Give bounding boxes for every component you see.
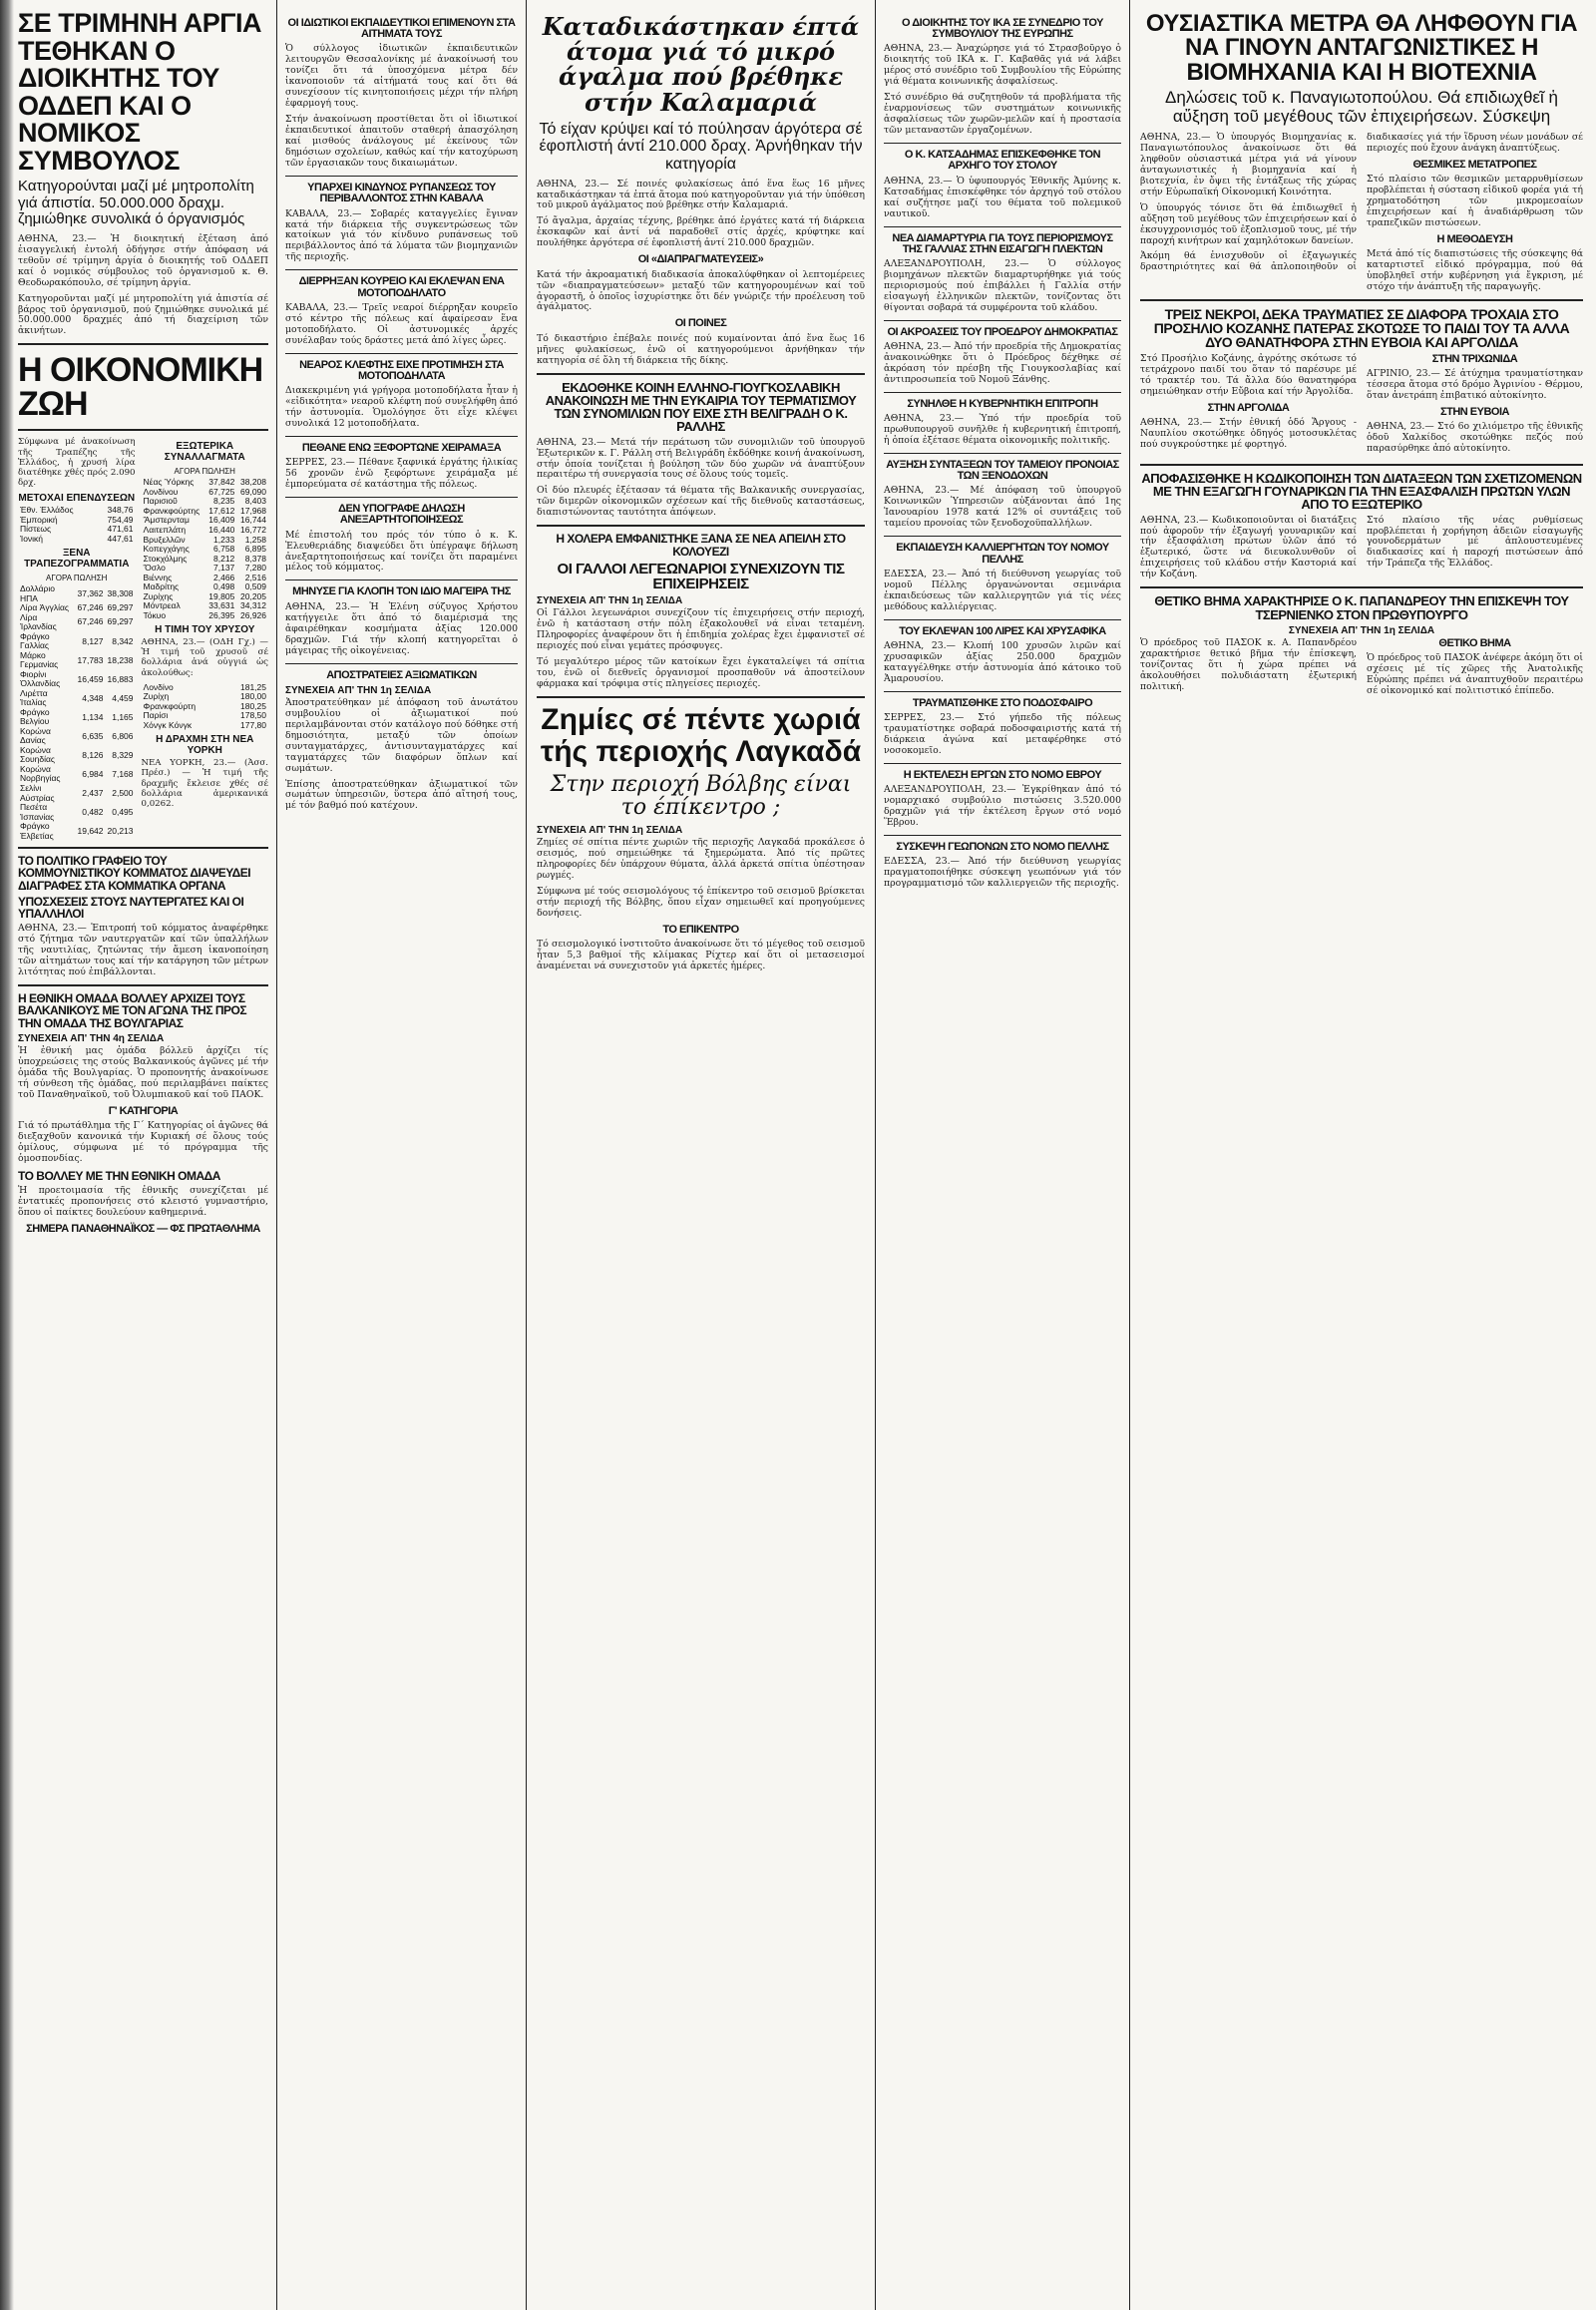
- article-text: Οἱ δύο πλευρές ἐξέτασαν τά θέματα τῆς Βαλκανικῆς συνεργασίας, τῶν διμερῶν οἰκονομικῶν σχέσεων καί τῆς διεθνοῦς καταστάσεως, διαπιστώνοντας ταυτότητα ἀπόψεων.: [537, 485, 865, 519]
- market-value: 2,516: [244, 572, 266, 582]
- market-label: Λίρα Ἰρλανδίας: [20, 611, 57, 632]
- market-label: Μόντρεαλ: [143, 600, 181, 611]
- market-label: Βιέννης: [143, 572, 173, 582]
- market-label: Μαδρίτης: [143, 581, 180, 592]
- market-value: 17,612: [208, 505, 235, 516]
- market-label: Κορώνα Σουηδίας: [20, 744, 55, 765]
- continuation-note: ΣΥΝΕΧΕΙΑ ΑΠ' ΤΗΝ 1η ΣΕΛΙΔΑ: [1288, 624, 1435, 636]
- page-binding-shadow: [0, 0, 14, 2310]
- article-text: ΣΕΡΡΕΣ, 23.— Πέθανε ξαφνικά ἐργάτης ἡλικίας 56 χρονῶν ἐνῶ ξεφόρτωνε χειράμαξα μέ ἐμπορεύματα σέ κατάστημα τῆς πόλεως.: [285, 457, 518, 491]
- section-label: ΣΤΗΝ ΤΡΙΧΩΝΙΔΑ: [1431, 352, 1518, 365]
- section-label: ΣΤΗΝ ΑΡΓΟΛΙΔΑ: [1207, 401, 1290, 414]
- headline-oddep: ΣΕ ΤΡΙΜΗΝΗ ΑΡΓΙΑ ΤΕΘΗΚΑΝ Ο ΔΙΟΙΚΗΤΗΣ ΤΟΥ ΟΔΔΕΠ ΚΑΙ Ο ΝΟΜΙΚΟΣ ΣΥΜΒΟΥΛΟΣ: [18, 8, 261, 176]
- article-text: Στό συνέδριο θά συζητηθοῦν τά προβλήματα τῆς ἐναρμονίσεως τῶν συστημάτων κοινωνικῆς ἀσφαλίσεως τῶν χωρῶν-μελῶν καί ἡ προστασία τῶν μεταναστῶν ἐργαζομένων.: [884, 92, 1121, 137]
- divider: [285, 269, 518, 270]
- article-text: ΑΘΗΝΑ, 23.— Σέ ποινές φυλακίσεως ἀπό ἕνα ἕως 16 μῆνες καταδικάστηκαν τά ἑπτά ἄτομα πού κατηγοροῦνταν γιά τήν ὑπόθεση τοῦ μικροῦ ἀγάλματος πού βρέθηκε στήν Καλαμαριά.: [537, 178, 865, 211]
- market-value: 1,134: [82, 711, 104, 722]
- market-value: 1,258: [244, 534, 266, 545]
- article-text: ΕΔΕΣΣΑ, 23.— Ἀπό τήν διεύθυνση γεωργίας πραγματοποιήθηκε σύσκεψη γεωπόνων γιά τόν προγραμματισμό τῶν καλλιεργειῶν τῆς περιοχῆς.: [884, 856, 1121, 890]
- divider: [18, 847, 268, 849]
- article-text: ΑΛΕΞΑΝΔΡΟΥΠΟΛΗ, 23.— Ἐγκρίθηκαν ἀπό τό νομαρχιακό συμβούλιο πιστώσεις 3.520.000 δραχμῶν γιά τήν ἐκτέλεση ἔργων στό νομό Ἕβρου.: [884, 784, 1121, 828]
- market-value: 20,213: [107, 825, 134, 836]
- divider: [884, 763, 1121, 764]
- market-row: [18, 651, 136, 670]
- market-table-exchange: [142, 478, 268, 620]
- market-label: Φράγκο Γαλλίας: [20, 630, 50, 651]
- divider: [285, 176, 518, 177]
- headline-pensions: ΑΥΞΗΣΗ ΣΥΝΤΑΞΕΩΝ ΤΟΥ ΤΑΜΕΙΟΥ ΠΡΟΝΟΙΑΣ ΤΩΝ ΞΕΝΟΔΟΧΩΝ: [886, 459, 1119, 483]
- headline-france-knitwear: ΝΕΑ ΔΙΑΜΑΡΤΥΡΙΑ ΓΙΑ ΤΟΥΣ ΠΕΡΙΟΡΙΣΜΟΥΣ ΤΗΣ ΓΑΛΛΙΑΣ ΣΤΗΝ ΕΙΣΑΓΩΓΗ ΠΛΕΚΤΩΝ: [892, 231, 1113, 255]
- market-value: 37,362: [77, 587, 104, 598]
- market-label: Ἰονική: [20, 533, 44, 544]
- section-label: ΘΕΤΙΚΟ ΒΗΜΑ: [1438, 636, 1511, 649]
- headline-ika: Ο ΔΙΟΙΚΗΤΗΣ ΤΟΥ ΙΚΑ ΣΕ ΣΥΝΕΔΡΙΟ ΤΟΥ ΣΥΜΒΟΥΛΙΟΥ ΤΗΣ ΕΥΡΩΠΗΣ: [902, 17, 1103, 41]
- divider: [1140, 464, 1583, 466]
- market-row: [18, 822, 136, 841]
- article-text: ΚΑΒΑΛΑ, 23.— Σοβαρές καταγγελίες ἔγιναν κατά τήν διάρκεια τῆς συγκεντρώσεως τῶν κατοίκων γιά τόν κίνδυνο ρυπάνσεως τοῦ περιβάλλοντος ἀπό τά λύματα τῶν βιομηχανιῶν τῆς περιοχῆς.: [285, 207, 518, 263]
- market-value: 8,378: [244, 553, 266, 564]
- column-2: [279, 0, 524, 2310]
- market-value: 181,25: [240, 681, 266, 692]
- subheadline-statue: Τό είχαν κρύψει καί τό πούλησαν άργότερα σέ έφοπλιστή άντί 210.000 δραχ. Ἀρνήθηκαν τήν κατηγορία: [539, 120, 863, 173]
- market-row: [18, 727, 136, 746]
- article-text: ΑΘΗΝΑ, 23.— Κλοπή 100 χρυσῶν λιρῶν καί χρυσαφικῶν ἀξίας 250.000 δραχμῶν καταγγέλθηκε στήν ἀστυνομία ἀπό κάτοικο τοῦ Ἀμαρουσίου.: [884, 639, 1121, 684]
- market-label: Φιορίνι Ὁλλανδίας: [20, 668, 61, 689]
- article-text: ΑΘΗΝΑ, 23.— Ἀναχώρησε γιά τό Στρασβοῦργο ὁ διοικητής τοῦ ΙΚΑ κ. Γ. Καβαθᾶς γιά νά λάβει μέρος στό συνέδριο τοῦ Συμβουλίου τῆς Εὐρώπης γιά θέματα κοινωνικῆς ἀσφαλίσεως.: [884, 43, 1121, 88]
- market-title: Η ΤΙΜΗ ΤΟΥ ΧΡΥΣΟΥ: [155, 624, 255, 636]
- market-label: Νέας Ὑόρκης: [143, 477, 195, 488]
- market-label: Τόκυο: [143, 609, 167, 620]
- divider: [884, 835, 1121, 836]
- market-value: 180,00: [240, 691, 266, 702]
- headline-kavala-pollution: ΥΠΑΡΧΕΙ ΚΙΝΔΥΝΟΣ ΡΥΠΑΝΣΕΩΣ ΤΟΥ ΠΕΡΙΒΑΛΛΟΝΤΟΣ ΣΤΗΝ ΚΑΒΑΛΑ: [307, 182, 496, 205]
- headline-officers-retire: ΑΠΟΣΤΡΑΤΕΙΕΣ ΑΞΙΩΜΑΤΙΚΩΝ: [326, 668, 477, 681]
- section-label: Γ' ΚΑΤΗΓΟΡΙΑ: [108, 1104, 179, 1117]
- market-value: 8,329: [112, 749, 134, 760]
- headline-volley: Η ΕΘΝΙΚΗ ΟΜΑΔΑ ΒΟΛΛΕΥ ΑΡΧΙΖΕΙ ΤΟΥΣ ΒΑΛΚΑΝΙΚΟΥΣ ΜΕ ΤΟΝ ΑΓΩΝΑ ΤΗΣ ΠΡΟΣ ΤΗΝ ΟΜΑΔΑ ΤΗΣ ΒΟΥΛΓΑΡΙΑΣ: [18, 991, 247, 1030]
- market-value: 0,495: [112, 806, 134, 817]
- market-value: 67,246: [77, 616, 104, 627]
- article-text: Ὁ σύλλογος ἰδιωτικῶν ἐκπαιδευτικῶν λειτουργῶν Θεσσαλονίκης μέ ἀνακοίνωσή του τονίζει ὅτι τά ὑποσχόμενα μέτρα δέν ἱκανοποιοῦν τά αἰτήματά τους καί ὅτι θά συνεχίσουν τίς κινητοποιήσεις μέχρι τήν πλήρη ἐφαρμογή τους.: [285, 43, 518, 110]
- headline-president-audiences: ΟΙ ΑΚΡΟΑΣΕΙΣ ΤΟΥ ΠΡΟΕΔΡΟΥ ΔΗΜΟΚΡΑΤΙΑΣ: [887, 325, 1118, 338]
- article-text: ΑΘΗΝΑ, 23.— Ἑπιτροπή τοῦ κόμματος ἀναφέρθηκε στό ζήτημα τῶν ναυτεργατῶν καί τῶν ὑπαλλήλων τῆς ναυτιλίας, ζητώντας τήν ἄμεση ἱκανοποίηση τῶν αἰτημάτων τους καί τήν κατάργηση τῶν μέτρων λιτότητας πού ἐπιβάλλονται.: [18, 923, 268, 978]
- market-value: 447,61: [107, 533, 134, 544]
- market-value: 8,212: [213, 553, 235, 564]
- headline-volley-national: ΤΟ ΒΟΛΛΕΥ ΜΕ ΤΗΝ ΕΘΝΙΚΗ ΟΜΑΔΑ: [18, 1168, 220, 1183]
- market-value: 2,437: [82, 787, 104, 798]
- continuation-note: ΣΥΝΕΧΕΙΑ ΑΠ' ΤΗΝ 1η ΣΕΛΙΔΑ: [537, 595, 683, 607]
- headline-kke: ΤΟ ΠΟΛΙΤΙΚΟ ΓΡΑΦΕΙΟ ΤΟΥ ΚΟΜΜΟΥΝΙΣΤΙΚΟΥ ΚΟΜΜΑΤΟΣ ΔΙΑΨΕΥΔΕΙ ΔΙΑΓΡΑΦΕΣ ΣΤΑ ΚΟΜΜΑΤΙΚΑ ΟΡΓΑΝΑ: [18, 854, 251, 893]
- market-value: 6,806: [112, 730, 134, 741]
- market-label: Ἄμστερνταμ: [143, 515, 190, 526]
- market-value: 33,631: [208, 600, 235, 611]
- market-value: 16,883: [107, 673, 134, 684]
- market-table-gold: [142, 683, 268, 731]
- article-text: ΑΘΗΝΑ, 23.— Κωδικοποιοῦνται οἱ διατάξεις πού ἀφοροῦν τήν ἐξαγωγή γουναρικῶν καί τήν ἐξασφάλιση πρώτων ὑλῶν ἀπό τό ἐξωτερικό, ὥστε νά διευκολυνθοῦν οἱ ἐπιχειρήσεις τοῦ κλάδου στήν Καστοριά καί τήν Κοζάνη.: [1140, 514, 1357, 580]
- article-text: Τό δικαστήριο ἐπέβαλε ποινές πού κυμαίνονται ἀπό ἕνα ἕως 16 μῆνες φυλακίσεως, ἐνῶ οἱ κατηγορούμενοι ἀρνήθηκαν τήν κατηγορία σέ ὅλη τή διάρκεια τῆς δίκης.: [537, 332, 865, 366]
- divider: [884, 691, 1121, 692]
- market-value: 69,297: [107, 616, 134, 627]
- market-value: 6,895: [244, 544, 266, 555]
- headline-cook-theft: ΜΗΝΥΣΕ ΓΙΑ ΚΛΟΠΗ ΤΟΝ ΙΔΙΟ ΜΑΓΕΙΡΑ ΤΗΣ: [292, 585, 511, 598]
- market-row: [142, 721, 268, 731]
- market-value: 17,968: [240, 505, 266, 516]
- article-text: ΑΘΗΝΑ, 23.— Μέ ἀπόφαση τοῦ ὑπουργοῦ Κοινωνικῶν Ὑπηρεσιῶν αὐξάνονται ἀπό 1ης Ἰανουαρίου 1978 κατά 12% οἱ συντάξεις τοῦ ταμείου προνοίας τῶν ξενοδοχοϋπαλλήλων.: [884, 485, 1121, 530]
- market-table-investments: [18, 506, 136, 544]
- headline-katsadimas: Ο Κ. ΚΑΤΣΑΔΗΜΑΣ ΕΠΙΣΚΕΦΘΗΚΕ ΤΟΝ ΑΡΧΗΓΟ ΤΟΥ ΣΤΟΛΟΥ: [904, 149, 1101, 173]
- market-row: [18, 708, 136, 727]
- market-label: Πίστεως: [20, 524, 52, 535]
- headline-furs: ΑΠΟΦΑΣΙΣΘΗΚΕ Η ΚΩΔΙΚΟΠΟΙΗΣΗ ΤΩΝ ΔΙΑΤΑΞΕΩΝ ΤΩΝ ΣΧΕΤΙΖΟΜΕΝΩΝ ΜΕ ΤΗΝ ΕΞΑΓΩΓΗ ΓΟΥΝΑΡΙΚΩΝ ΓΙΑ ΤΗΝ ΕΞΑΣΦΑΛΙΣΗ ΠΡΩΤΩΝ ΥΛΩΝ ΑΠΟ ΤΟ ΕΞΩΤΕΡΙΚΟ: [1141, 470, 1582, 513]
- market-row: [18, 613, 136, 632]
- headline-barbershop: ΔΙΕΡΡΗΞΑΝ ΚΟΥΡΕΙΟ ΚΑΙ ΕΚΛΕΨΑΝ ΕΝΑ ΜΟΤΟΠΟΔΗΛΑΤΟ: [298, 275, 505, 299]
- article-text: ΑΘΗΝΑ, 23.— Ἡ Ἑλένη σύζυγος Χρήστου κατήγγειλε ὅτι ἀπό τό διαμέρισμά της ἀφαιρέθηκαν κοσμήματα ἀξίας 120.000 δραχμῶν. Γιά τήν κλοπή κατηγορεῖται ὁ μάγειρας τῆς οἰκογένειας.: [285, 600, 518, 656]
- continuation-note: ΣΥΝΕΧΕΙΑ ΑΠ' ΤΗΝ 1η ΣΕΛΙΔΑ: [285, 684, 432, 696]
- market-label: Φρανκφούρτης: [143, 505, 200, 516]
- market-label: Κορώνα Δανίας: [20, 725, 51, 746]
- section-label: ΟΙ «ΔΙΑΠΡΑΓΜΑΤΕΥΣΕΙΣ»: [637, 253, 764, 266]
- market-value: 18,238: [107, 654, 134, 665]
- divider: [285, 436, 518, 437]
- market-value: 19,642: [77, 825, 104, 836]
- market-value: 0,498: [213, 581, 235, 592]
- market-title: ΜΕΤΟΧΑΙ ΕΠΕΝΔΥΣΕΩΝ: [18, 493, 136, 505]
- divider: [18, 429, 268, 431]
- market-value: 6,635: [82, 730, 104, 741]
- headline-stolen-sovereigns: ΤΟΥ ΕΚΛΕΨΑΝ 100 ΛΙΡΕΣ ΚΑΙ ΧΡΥΣΑΦΙΚΑ: [899, 624, 1106, 637]
- article-text: Στό πλαίσιο τῶν θεσμικῶν μεταρρυθμίσεων προβλέπεται ἡ σύσταση εἰδικοῦ φορέα γιά τή χρηματοδότηση τῶν μικρομεσαίων ἐπιχειρήσεων καί ἡ ἀναδιάρθρωση τῶν τραπεζικῶν πιστώσεων.: [1367, 173, 1583, 228]
- article-text: Ἡ ἐθνική μας ὁμάδα βόλλεϋ ἀρχίζει τίς ὑποχρεώσεις της στούς Βαλκανικούς ἀγῶνες μέ τήν ὁμάδα τῆς Βουλγαρίας. Ὁ προπονητής ἀνακοίνωσε τή σύνθεση τῆς ὁμάδας, πού περιλαμβάνει παίκτες τοῦ Παναθηναϊκοῦ, τοῦ Ὀλυμπιακοῦ καί τοῦ ΠΑΟΚ.: [18, 1044, 268, 1100]
- market-label: Πεσέτα Ἱσπανίας: [20, 802, 55, 822]
- continuation-note: ΣΥΝΕΧΕΙΑ ΑΠ' ΤΗΝ 1η ΣΕΛΙΔΑ: [537, 825, 683, 837]
- market-value: 4,348: [82, 692, 104, 703]
- divider: [537, 525, 865, 527]
- headline-sailors: ΥΠΟΣΧΕΣΕΙΣ ΣΤΟΥΣ ΝΑΥΤΕΡΓΑΤΕΣ ΚΑΙ ΟΙ ΥΠΑΛΛΗΛΟΙ: [18, 894, 244, 922]
- market-label: Μάρκο Γερμανίας: [20, 649, 59, 670]
- column-rule: [1129, 0, 1130, 2310]
- market-value: 34,312: [240, 600, 266, 611]
- market-label: Σελίνι Αὐστρίας: [20, 783, 55, 803]
- market-row: [18, 803, 136, 822]
- market-value: 8,235: [213, 496, 235, 507]
- column-3: [529, 0, 873, 2310]
- headline-farmer-training: ΕΚΠΑΙΔΕΥΣΗ ΚΑΛΛΙΕΡΓΗΤΩΝ ΤΟΥ ΝΟΜΟΥ ΠΕΛΛΗΣ: [896, 542, 1109, 566]
- market-label: Ζυρίχης: [143, 590, 174, 601]
- headline-young-thief: ΝΕΑΡΟΣ ΚΛΕΦΤΗΣ ΕΙΧΕ ΠΡΟΤΙΜΗΣΗ ΣΤΑ ΜΟΤΟΠΟΔΗΛΑΤΑ: [299, 358, 504, 382]
- market-title: Η ΔΡΑΧΜΗ ΣΤΗ ΝΕΑ ΥΟΡΚΗ: [156, 734, 254, 757]
- market-value: 20,205: [240, 590, 266, 601]
- market-value: 16,459: [77, 673, 104, 684]
- market-value: 38,208: [240, 477, 266, 488]
- market-value: 8,403: [244, 496, 266, 507]
- market-label: Λαιτεπλάτη: [143, 524, 187, 535]
- subheadline-oddep: Κατηγορούνται μαζί μέ μητροπολίτη γιά άπιστία. 50.000.000 δραχμ. ζημιώθηκε συνολικά ό όργανισμός: [18, 178, 254, 228]
- market-row: [18, 632, 136, 651]
- market-value: 37,842: [208, 477, 235, 488]
- article-text: Ζημίες σέ σπίτια πέντε χωριῶν τῆς περιοχῆς Λαγκαδά προκάλεσε ὁ σεισμός, πού σημειώθηκε τά ξημερώματα. Ἀπό τίς πρῶτες πληροφορίες δέν ὑπάρχουν θύματα, ἀλλά ἀρκετά σπίτια ὑπέστησαν ρωγμές.: [537, 837, 865, 882]
- market-subtitle: ΑΓΟΡΑ ΠΩΛΗΣΗ: [174, 467, 235, 477]
- market-value: 67,725: [208, 486, 235, 497]
- article-text: ΑΘΗΝΑ, 23.— Στό 6ο χιλιόμετρο τῆς ἐθνικῆς ὁδοῦ Χαλκίδος σκοτώθηκε πεζός πού παρασύρθηκε ἀπό αὐτοκίνητο.: [1367, 421, 1583, 454]
- article-text: ΑΘΗΝΑ, 23.— Ἡ διοικητική ἐξέταση ἀπό ἐισαγγελική ἐντολή ὁδήγησε στήν ἀπόφαση νά τεθοῦν σέ τρίμηνη ἀργία ὁ διοικητής τοῦ ΟΔΔΕΠ καί ὁ νομικός σύμβουλος τοῦ ὀργανισμοῦ κ. Θ. Θεοδωρακόπουλο, σέ τρίμηνη ἀργία.: [18, 232, 268, 288]
- article-text: ΑΘΗΝΑ, 23.— Μετά τήν περάτωση τῶν συνομιλιῶν τοῦ ὑπουργοῦ Ἐξωτερικῶν κ. Γ. Ράλλη στή Βελιγράδη ἐκδόθηκε κοινή ἀνακοίνωση, στήν ὁποία τονίζεται ἡ βούληση τῶν δύο χωρῶν νά ἀναπτύξουν περαιτέρω τή συνεργασία τους σέ ὅλους τούς τομεῖς.: [537, 436, 865, 481]
- article-text: Οἱ Γάλλοι λεγεωνάριοι συνεχίζουν τίς ἐπιχειρήσεις στήν περιοχή, ἐνῶ ἡ κατάσταση στήν πόλη ἐξακολουθεῖ νά εἶναι τεταμένη. Πληροφορίες ἀναφέρουν ὅτι ἡ ἐπιδημία χολέρας ἔχει ἐμφανιστεῖ σέ περιοχές πού εἶναι γεμάτες πρόσφυγες.: [537, 607, 865, 652]
- headline-industry: ΟΥΣΙΑΣΤΙΚΑ ΜΕΤΡΑ ΘΑ ΛΗΦΘΟΥΝ ΓΙΑ ΝΑ ΓΙΝΟΥΝ ΑΝΤΑΓΩΝΙΣΤΙΚΕΣ Η ΒΙΟΜΗΧΑΝΙΑ ΚΑΙ Η ΒΙΟΤΕΧΝΙΑ: [1145, 10, 1578, 86]
- market-label: Βρυξελλῶν: [143, 534, 186, 545]
- article-text: Μέ ἐπιστολή του πρός τόν τύπο ὁ κ. Κ. Ἐλευθεριάδης διαψεύδει ὅτι ὑπέγραψε δήλωση ἀνεξαρτητοποιήσεως καί τονίζει ὅτι παραμένει μέλος τοῦ κόμματος.: [285, 529, 518, 574]
- divider: [1140, 586, 1583, 588]
- section-title-economy: Η ΟΙΚΟΝΟΜΙΚΗ ΖΩΗ: [18, 351, 263, 424]
- market-value: 16,744: [240, 515, 266, 526]
- market-value: 17,783: [77, 654, 104, 665]
- market-row: [142, 611, 268, 621]
- article-text: Ἐπίσης ἀποστρατεύθηκαν ἀξιωματικοί τῶν σωμάτων ὑπηρεσιῶν, ὕστερα ἀπό αἴτησή τους, μέ τόν βαθμό πού κατέχουν.: [285, 778, 518, 812]
- article-text: ΣΕΡΡΕΣ, 23.— Στό γήπεδο τῆς πόλεως τραυματίστηκε σοβαρά ποδοσφαιριστής κατά τή διάρκεια ἀγώνα καί μεταφέρθηκε στό νοσοκομεῖο.: [884, 711, 1121, 756]
- column-4: [878, 0, 1127, 2310]
- market-table-banknotes: [18, 584, 136, 841]
- article-text: ΑΘΗΝΑ, 23.— Ἀπό τήν προεδρία τῆς Δημοκρατίας ἀνακοινώθηκε ὅτι ὁ Πρόεδρος δέχθηκε σέ ἀκρόαση τόν πρέσβη τῆς Γιουγκοσλαβίας καί ἀντιπροσωπεία τοῦ Νομοῦ Ξάνθης.: [884, 341, 1121, 385]
- article-text: Τό σεισμολογικό ἰνστιτοῦτο ἀνακοίνωσε ὅτι τό μέγεθος τοῦ σεισμοῦ ἦταν 5,3 βαθμοί τῆς κλίμακας Ρίχτερ καί ὅτι οἱ μετασεισμοί ἀναμένεται νά συνεχιστοῦν γιά ἀρκετές ἡμέρες.: [537, 939, 865, 972]
- market-label: Λονδίνο: [143, 681, 174, 692]
- subheadline-industry: Δηλώσεις τοῦ κ. Παναγιωτοπούλου. Θά επιδιωχθεῖ ἡ αὔξηση τοῦ μεγέθους τῶν ἐπιχειρήσεων. Σύσκεψη: [1165, 88, 1558, 127]
- headline-legionnaires: ΟΙ ΓΑΛΛΟΙ ΛΕΓΕΩΝΑΡΙΟΙ ΣΥΝΕΧΙΖΟΥΝ ΤΙΣ ΕΠΙΧΕΙΡΗΣΕΙΣ: [557, 560, 845, 593]
- market-value: 754,49: [107, 514, 134, 525]
- market-label: Παρισιοῦ: [143, 496, 178, 507]
- divider: [537, 373, 865, 375]
- column-rule: [526, 0, 527, 2310]
- divider: [18, 984, 268, 986]
- market-row: [18, 670, 136, 689]
- column-rule: [875, 0, 876, 2310]
- divider: [285, 579, 518, 580]
- headline-lagkadas: Ζημίες σέ πέντε χωριά τής περιοχής Λαγκαδά: [540, 703, 862, 768]
- gold-text: ΑΘΗΝΑ, 23.— (ΟΔΗ Γχ.) — Ἡ τιμή τοῦ χρυσοῦ σέ δολλάρια ἀνά οὐγγιά ὡς ἀκολούθως:: [141, 637, 268, 678]
- headline-football-injury: ΤΡΑΥΜΑΤΙΣΘΗΚΕ ΣΤΟ ΠΟΔΟΣΦΑΙΡΟ: [912, 696, 1093, 709]
- article-text: Τό μεγαλύτερο μέρος τῶν κατοίκων ἔχει ἐγκαταλείψει τά σπίτια του, ἐνῶ οἱ διεθνεῖς ὀργανισμοί προσπαθοῦν νά ἀποστείλουν φάρμακα καί τρόφιμα στίς πληγείσες περιοχές.: [537, 656, 865, 690]
- market-value: 8,342: [112, 635, 134, 646]
- market-label: Κοπεγχάγης: [143, 544, 190, 555]
- headline-cholera: Η ΧΟΛΕΡΑ ΕΜΦΑΝΙΣΤΗΚΕ ΞΑΝΑ ΣΕ ΝΕΑ ΑΠΕΙΛΗ ΣΤΟ ΚΟΛΟΥΕΖΙ: [556, 532, 846, 559]
- headline-greek-yugoslav: ΕΚΔΟΘΗΚΕ ΚΟΙΝΗ ΕΛΛΗΝΟ-ΓΙΟΥΓΚΟΣΛΑΒΙΚΗ ΑΝΑΚΟΙΝΩΣΗ ΜΕ ΤΗΝ ΕΥΚΑΙΡΙΑ ΤΟΥ ΤΕΡΜΑΤΙΣΜΟΥ ΤΩΝ ΣΥΝΟΜΙΛΙΩΝ ΠΟΥ ΕΙΧΕ ΣΤΗ ΒΕΛΙΓΡΑΔΗ Ο Κ. ΡΑΛΛΗΣ: [545, 379, 857, 435]
- article-text: ΑΘΗΝΑ, 23.— Ὁ ὑπουργός Βιομηχανίας κ. Παναγιωτόπουλος ἀνακοίνωσε ὅτι θά ληφθοῦν οὐσιαστικά μέτρα γιά νά γίνουν ἀνταγωνιστικές ἡ βιομηχανία καί ἡ βιοτεχνία, ἐν ὄψει τῆς ἐντάξεως τῆς χώρας στήν Εὐρωπαϊκή Οἰκονομική Κοινότητα.: [1140, 131, 1357, 197]
- headline-accidents: ΤΡΕΙΣ ΝΕΚΡΟΙ, ΔΕΚΑ ΤΡΑΥΜΑΤΙΕΣ ΣΕ ΔΙΑΦΟΡΑ ΤΡΟΧΑΙΑ ΣΤΟ ΠΡΟΣΗΛΙΟ ΚΟΖΑΝΗΣ ΠΑΤΕΡΑΣ ΣΚΟΤΩΣΕ ΤΟ ΠΑΙΔΙ ΤΟΥ ΤΑ ΑΛΛΑ ΔΥΟ ΘΑΝΑΤΗΦΟΡΑ ΣΤΗΝ ΕΥΒΟΙΑ ΚΑΙ ΑΡΓΟΛΙΔΑ: [1153, 305, 1570, 351]
- market-value: 38,308: [107, 587, 134, 598]
- article-text: Ὁ ὑπουργός τόνισε ὅτι θά ἐπιδιωχθεῖ ἡ αὔξηση τοῦ μεγέθους τῶν ἐπιχειρήσεων καί ὁ ἐκσυγχρονισμός τοῦ ἐξοπλισμοῦ τους, μέ τήν παροχή κινήτρων καί χαμηλότοκων δανείων.: [1140, 201, 1357, 246]
- article-text: Ὁ πρόεδρος τοῦ ΠΑΣΟΚ κ. Α. Παπανδρέου χαρακτήρισε θετικό βῆμα τήν ἐπίσκεψη, τονίζοντας ὅτι ἡ χώρα πρέπει νά ἀκολουθήσει πολυδιάστατη ἐξωτερική πολιτική.: [1140, 636, 1357, 692]
- headline-agronomists: ΣΥΣΚΕΨΗ ΓΕΩΠΟΝΩΝ ΣΤΟ ΝΟΜΟ ΠΕΛΛΗΣ: [896, 840, 1109, 853]
- article-text: Σύμφωνα μέ τούς σεισμολόγους τό ἐπίκεντρο τοῦ σεισμοῦ βρίσκεται στήν περιοχή τῆς Βόλβης, ὅπου εἶχαν σημειωθεῖ καί προηγούμενες δονήσεις.: [537, 886, 865, 920]
- article-text: ΑΘΗΝΑ, 23.— Ὁ ὑφυπουργός Ἐθνικῆς Ἀμύνης κ. Κατσαδήμας ἐπισκέφθηκε τόν ἀρχηγό τοῦ στόλου καί συζήτησε μαζί του θέματα τοῦ πολεμικοῦ ναυτικοῦ.: [884, 175, 1121, 219]
- market-label: Στοκχόλμης: [143, 553, 188, 564]
- continuation-note: ΣΥΝΕΧΕΙΑ ΑΠ' ΤΗΝ 4η ΣΕΛΙΔΑ: [18, 1032, 165, 1044]
- market-label: Χόνγκ Κόνγκ: [143, 719, 193, 730]
- article-text: ΑΛΕΞΑΝΔΡΟΥΠΟΛΗ, 23.— Ὁ σύλλογος βιομηχάνων πλεκτῶν διαμαρτυρήθηκε γιά τούς περιορισμούς πού ἐπιβάλλει ἡ Γαλλία στήν εἰσαγωγή ἑλληνικῶν πλεκτῶν, τονίζοντας ὅτι θίγονται σοβαρά τά συμφέροντα τοῦ κλάδου.: [884, 257, 1121, 313]
- market-title: ΞΕΝΑ ΤΡΑΠΕΖΟΓΡΑΜΜΑΤΙΑ: [24, 548, 130, 571]
- market-value: 178,50: [240, 710, 266, 721]
- market-label: Λονδίνου: [143, 486, 179, 497]
- market-title: ΕΞΩΤΕΡΙΚΑ ΣΥΝΑΛΛΑΓΜΑΤΑ: [164, 441, 245, 464]
- section-label: ΣΤΗΝ ΕΥΒΟΙΑ: [1440, 405, 1509, 418]
- market-value: 0,482: [82, 806, 104, 817]
- market-label: Λιρέττα Ἰταλίας: [20, 687, 48, 708]
- market-label: Ἐθν. Ἑλλάδος: [20, 505, 74, 516]
- divider: [884, 453, 1121, 454]
- market-value: 16,772: [240, 524, 266, 535]
- headline-gov-committee: ΣΥΝΗΛΘΕ Η ΚΥΒΕΡΝΗΤΙΚΗ ΕΠΙΤΡΟΠΗ: [907, 397, 1098, 410]
- article-text: ΚΑΒΑΛΑ, 23.— Τρεῖς νεαροί διέρρηξαν κουρεῖο στό κέντρο τῆς πόλεως καί ἀφαίρεσαν ἕνα μοτοποδήλατο. Οἱ ἀστυνομικές ἀρχές συνέλαβαν τούς δράστες μετά ἀπό λίγες ὧρες.: [285, 301, 518, 346]
- economy-intro: Σύμφωνα μέ ἀνακοίνωση τῆς Τραπέζης τῆς Ἑλλάδος, ἡ χρυσή λίρα διατέθηκε χθές πρός 2.090 δρχ.: [18, 437, 136, 488]
- headline-private-teachers: ΟΙ ΙΔΙΩΤΙΚΟΙ ΕΚΠΑΙΔΕΥΤΙΚΟΙ ΕΠΙΜΕΝΟΥΝ ΣΤΑ ΑΙΤΗΜΑΤΑ ΤΟΥΣ: [287, 17, 516, 41]
- market-value: 7,280: [244, 563, 266, 574]
- divider: [537, 696, 865, 698]
- market-label: Ὄσλο: [143, 563, 166, 574]
- market-value: 19,805: [208, 590, 235, 601]
- market-value: 1,233: [213, 534, 235, 545]
- headline-papandreou: ΘΕΤΙΚΟ ΒΗΜΑ ΧΑΡΑΚΤΗΡΙΣΕ Ο Κ. ΠΑΠΑΝΔΡΕΟΥ ΤΗΝ ΕΠΙΣΚΕΨΗ ΤΟΥ ΤΣΕΡΝΙΕΝΚΟ ΣΤΟΝ ΠΡΩΘΥΠΟΥΡΓΟ: [1154, 593, 1569, 622]
- article-text: ΕΔΕΣΣΑ, 23.— Ἀπό τή διεύθυνση γεωργίας τοῦ νομοῦ Πέλλης ὀργανώνονται σεμινάρια ἐκπαιδεύσεως τῶν καλλιεργητῶν γιά τίς νέες μεθόδους καλλιέργειας.: [884, 568, 1121, 612]
- market-row: [18, 584, 136, 603]
- article-text: Γιά τό πρωτάθλημα τῆς Γ΄ Κατηγορίας οἱ ἀγῶνες θά διεξαχθοῦν κανονικά τήν Κυριακή σέ ὅλους τούς ὁμίλους, σύμφωνα μέ τό πρόγραμμα τῆς ὁμοσπονδίας.: [18, 1119, 268, 1164]
- article-text: Ἀποστρατεύθηκαν μέ ἀπόφαση τοῦ ἀνωτάτου συμβουλίου οἱ ἀξιωματικοί πού περιλαμβάνονται στόν κατάλογο πού δόθηκε στή δημοσιότητα, μεταξύ τῶν ὁποίων συνταγματάρχες, ἀντισυνταγματάρχες καί ταγματάρχες τῶν διαφόρων ὅπλων καί σωμάτων.: [285, 696, 518, 774]
- headline-statue: Καταδικάστηκαν έπτά άτομα γιά τό μικρό άγαλμα πού βρέθηκε στήν Καλαμαριά: [542, 12, 860, 117]
- article-text: Στήν ἀνακοίνωση προστίθεται ὅτι οἱ ἰδιωτικοί ἐκπαιδευτικοί ἀπαιτοῦν σταθερή ἀπασχόληση καί μισθούς ἀνάλογους μέ ἐκείνους τῶν δημόσιων σχολείων, καθώς καί τήν κατοχύρωση τῶν ἐργασιακῶν τους δικαιωμάτων.: [285, 114, 518, 170]
- article-text: Στό Προσήλιο Κοζάνης, ἀγρότης σκότωσε τό τετράχρονο παιδί του ὅταν τό παρέσυρε μέ τό τρακτέρ του. Τά ἄλλα δύο θανατηφόρα σημειώθηκαν στήν Εὔβοια καί τήν Ἀργολίδα.: [1140, 352, 1357, 397]
- market-value: 180,25: [240, 700, 266, 711]
- section-label: ΟΙ ΠΟΙΝΕΣ: [674, 317, 727, 330]
- article-text: ΑΓΡΙΝΙΟ, 23.— Σέ ἀτύχημα τραυματίστηκαν τέσσερα ἄτομα στό δρόμο Ἀγρινίου - Θέρμου, ὅταν ἀνετράπη ἐπιβατικό αὐτοκίνητο.: [1367, 367, 1583, 401]
- market-value: 16,440: [208, 524, 235, 535]
- market-subtitle: ΑΓΟΡΑ ΠΩΛΗΣΗ: [46, 574, 108, 583]
- divider: [285, 353, 518, 354]
- divider: [884, 226, 1121, 227]
- article-text: ΑΘΗΝΑ, 23.— Ὑπό τήν προεδρία τοῦ πρωθυπουργοῦ συνῆλθε ἡ κυβερνητική ἐπιτροπή, ἡ ὁποία ἐξέτασε θέματα οἰκονομικῆς πολιτικῆς.: [884, 413, 1121, 447]
- market-value: 7,168: [112, 768, 134, 779]
- market-value: 69,090: [240, 486, 266, 497]
- article-text: Κατά τήν ἀκροαματική διαδικασία ἀποκαλύφθηκαν οἱ λεπτομέρειες τῶν «διαπραγματεύσεων» μεταξύ τῶν κατηγορουμένων καί τοῦ ἀγοραστῆ, ὁ ὁποῖος ἰσχυρίστηκε ὅτι δέν γνώριζε τήν προέλευση τοῦ ἀγάλματος.: [537, 268, 865, 313]
- market-row: [18, 746, 136, 765]
- divider: [1140, 299, 1583, 301]
- market-row: [18, 784, 136, 803]
- divider: [18, 343, 268, 345]
- article-text: Ἀκόμη θά ἐνισχυθοῦν οἱ ἐξαγωγικές δραστηριότητες καί θά ἀπλοποιηθοῦν οἱ διαδικασίες γιά τήν ἵδρυση νέων μονάδων σέ περιοχές πού ἔχουν ἀνάγκη ἀναπτύξεως.: [1140, 131, 1583, 273]
- column-rule: [276, 0, 277, 2310]
- market-label: Ζυρίχη: [143, 691, 170, 702]
- market-value: 16,409: [208, 515, 235, 526]
- headline-evros-works: Η ΕΚΤΕΛΕΣΗ ΕΡΓΩΝ ΣΤΟ ΝΟΜΟ ΕΒΡΟΥ: [903, 768, 1102, 781]
- divider: [285, 663, 518, 664]
- market-value: 4,459: [112, 692, 134, 703]
- market-value: 6,758: [213, 544, 235, 555]
- market-label: Ἐμπορική: [20, 514, 58, 525]
- divider: [884, 320, 1121, 321]
- market-row: [18, 535, 136, 545]
- divider: [884, 143, 1121, 144]
- market-value: 2,500: [112, 787, 134, 798]
- market-row: [18, 689, 136, 708]
- market-value: 2,466: [213, 572, 235, 582]
- market-value: 67,246: [77, 602, 104, 613]
- divider: [884, 619, 1121, 620]
- article-text: Κατηγοροῦνται μαζί μέ μητροπολίτη γιά ἀπιστία σέ βάρος τοῦ ὀργανισμοῦ, πού ζημιώθηκε συνολικά μέ 50.000.000 δραχμές ἀπό τή διαχείριση τῶν ἀκινήτων.: [18, 292, 268, 337]
- market-value: 26,395: [208, 609, 235, 620]
- market-value: 0,509: [244, 581, 266, 592]
- article-text: ΑΘΗΝΑ, 23.— Στήν ἐθνική ὁδό Ἄργους - Ναυπλίου σκοτώθηκε ὁδηγός μοτοσυκλέτας πού συγκρούστηκε μέ φορτηγό.: [1140, 416, 1357, 450]
- divider: [884, 392, 1121, 393]
- article-text: Διακεκριμένη γιά γρήγορα μοτοποδήλατα ἦταν ἡ «εἰδικότητα» νεαροῦ κλέφτη πού συνελήφθη ἀπό τήν ἀστυνομία. Ὁμολόγησε ὅτι εἶχε κλέψει συνολικά 12 μοτοποδήλατα.: [285, 385, 518, 430]
- section-label: ΘΕΣΜΙΚΕΣ ΜΕΤΑΤΡΟΠΕΣ: [1412, 158, 1537, 171]
- article-text: Μετά ἀπό τίς διαπιστώσεις τῆς σύσκεψης θά καταρτιστεῖ εἰδικό πρόγραμμα, πού θά ὑποβληθεῖ στήν κυβέρνηση γιά ἔγκριση, μέ στόχο τήν ἀνάπτυξη τῆς παραγωγῆς.: [1367, 248, 1583, 292]
- market-value: 26,926: [240, 609, 266, 620]
- headline-no-declaration: ΔΕΝ ΥΠΟΓΡΑΦΕ ΔΗΛΩΣΗ ΑΝΕΞΑΡΤΗΤΟΠΟΙΗΣΕΩΣ: [338, 503, 465, 527]
- headline-died-unloading: ΠΕΘΑΝΕ ΕΝΩ ΞΕΦΟΡΤΩΝΕ ΧΕΙΡΑΜΑΞΑ: [301, 442, 502, 454]
- market-label: Φρανκφούρτη: [143, 700, 197, 711]
- section-label: ΤΟ ΕΠΙΚΕΝΤΡΟ: [662, 924, 739, 937]
- subheadline-volvi: Στην περιοχή Βόλβης είναι το έπίκεντρο ;: [550, 772, 852, 821]
- divider: [884, 536, 1121, 537]
- market-value: 8,126: [82, 749, 104, 760]
- market-label: Φράγκο Ἑλβετίας: [20, 821, 54, 841]
- market-value: 471,61: [107, 524, 134, 535]
- market-value: 7,137: [213, 563, 235, 574]
- market-label: Κορώνα Νορβηγίας: [20, 763, 61, 784]
- section-label: Η ΜΕΘΟΔΕΥΣΗ: [1436, 232, 1513, 245]
- market-label: Παρίσι: [143, 710, 169, 721]
- article-text: Ὁ πρόεδρος τοῦ ΠΑΣΟΚ ἀνέφερε ἀκόμη ὅτι οἱ σχέσεις μέ τίς χῶρες τῆς Ἀνατολικῆς Εὐρώπης πρέπει νά ἀναπτυχθοῦν περαιτέρω σέ οἰκονομικό καί πολιτιστικό ἐπίπεδο.: [1367, 652, 1583, 696]
- market-label: Δολλάριο ΗΠΑ: [20, 583, 55, 603]
- market-value: 8,127: [82, 635, 104, 646]
- market-value: 177,80: [240, 719, 266, 730]
- article-text: Τό ἄγαλμα, ἀρχαίας τέχνης, βρέθηκε ἀπό ἐργάτες κατά τή διάρκεια ἐκσκαφῶν καί ἀντί νά παραδοθεῖ στίς ἀρχές, κρύφτηκε καί πουλήθηκε ἀργότερα σέ ἐφοπλιστή ἀντί 210.000 δραχμῶν.: [537, 215, 865, 249]
- article-text: Στό πλαίσιο τῆς νέας ρυθμίσεως προβλέπεται ἡ χορήγηση ἀδειῶν εἰσαγωγῆς γουνοδερμάτων μέ ἀπλουστευμένες διαδικασίες καί ἡ παροχή πιστώσεων ἀπό τήν Τράπεζα τῆς Ἑλλάδος.: [1367, 514, 1583, 570]
- market-label: Φράγκο Βελγίου: [20, 706, 50, 727]
- market-value: 1,165: [112, 711, 134, 722]
- market-label: Λίρα Ἀγγλίας: [20, 602, 69, 613]
- ny-text: ΝΕΑ ΥΟΡΚΗ, 23.— (Ἀσσ. Πρέσ.) — Ἡ τιμή τῆς δραχμῆς ἔκλεισε χθές σέ δολλάρια ἀμερικανικά 0,0262.: [141, 758, 268, 809]
- market-value: 69,297: [107, 602, 134, 613]
- column-5: [1132, 0, 1591, 2310]
- divider: [285, 497, 518, 498]
- column-1: [0, 0, 274, 2310]
- market-row: [18, 765, 136, 784]
- market-value: 6,984: [82, 768, 104, 779]
- market-value: 348,76: [107, 505, 134, 516]
- article-text: Ἡ προετοιμασία τῆς ἐθνικῆς συνεχίζεται μέ ἐντατικές προπονήσεις στό κλειστό γυμναστήριο, ὅπου οἱ παίκτες δουλεύουν καθημερινά.: [18, 1184, 268, 1218]
- headline-today: ΣΗΜΕΡΑ ΠΑΝΑΘΗΝΑΪΚΟΣ — ΦΣ ΠΡΩΤΑΘΛΗΜΑ: [26, 1222, 260, 1235]
